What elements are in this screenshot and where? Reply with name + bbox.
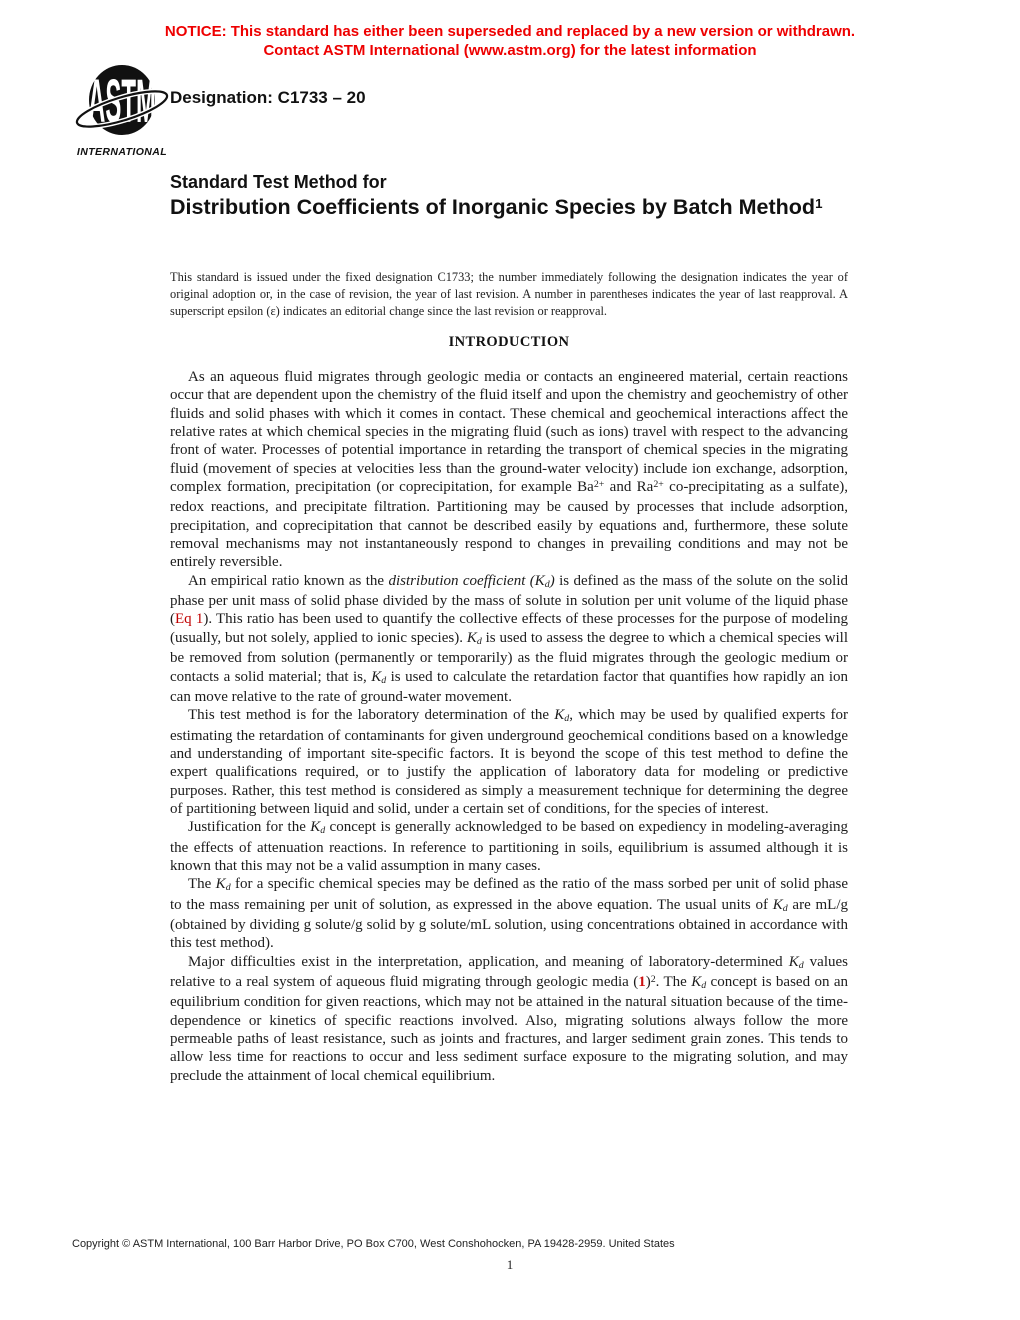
text-segment: K	[215, 876, 226, 893]
text-segment: K	[691, 974, 702, 990]
text-segment: d	[381, 674, 387, 686]
text-segment: As an aqueous fluid migrates through geologic media or contacts an engineered material, certain reactions occur that are dependent upon the chemistry of the fluid itself and upon the chemistry and geochemistry of other fluids and solid phases with which it comes in contact. These chemical and geochemical interactions affect the relative rates at which chemical species in the migrating fluid (such as ions) travel with respect to the advancing front of water. Processes of potential importance in retarding the transport of chemical species in the migrating fluid (movement of species at velocities less than the ground-water velocity) include ion exchange, adsorption, complex formation, precipitation (or coprecipitation, for example Ba	[170, 369, 848, 496]
text-segment: K	[371, 668, 382, 685]
title-prefix: Standard Test Method for	[170, 172, 387, 192]
copyright-line: Copyright © ASTM International, 100 Barr Harbor Drive, PO Box C700, West Conshohocken, PA 19428-2959. United States	[72, 1238, 675, 1250]
title-main: Distribution Coefficients of Inorganic Species by Batch Method$^1$	[170, 195, 823, 219]
page-number: 1	[506, 1257, 514, 1272]
text-segment: for a specific chemical species may be defined as the ratio of the mass sorbed per unit of solid phase to the mass remaining per unit of solution, as expressed in the above equation. The usual units of	[170, 876, 849, 913]
text-segment: K	[466, 629, 477, 646]
text-segment: d	[701, 980, 707, 992]
svg-text:ASTM: ASTM	[88, 66, 156, 135]
text-segment: 2+	[593, 478, 605, 490]
intro-paragraph-2	[170, 572, 848, 706]
text-segment: values relative to a real system of aqueous fluid migrating through geologic media (	[170, 953, 848, 990]
text-segment: co-precipitating as a sulfate), redox reactions, and precipitate filtration. Partitioning may be caused by processes that include adsorption, precipitation, and coprecipitation that cannot be described easily by equations and, furthermore, these solute removal mechanisms may not instantaneously respond to changes in prevailing conditions and may not be entirely reversible.	[170, 479, 848, 571]
introduction-heading: INTRODUCTION	[448, 334, 570, 350]
intro-paragraph-4	[170, 818, 848, 875]
text-segment: concept is generally acknowledged to be based on expediency in modeling-averaging the effects of attenuation reactions. In reference to partitioning in soils, equilibrium is assumed although it is known that this may not be a valid assumption in many cases.	[170, 819, 848, 874]
intro-paragraph-5	[170, 875, 848, 952]
text-segment: d	[476, 635, 482, 647]
text-segment: This test method is for the laboratory determination of the	[188, 707, 555, 724]
text-segment: ). This ratio has been used to quantify the collective effects of these processes for the purpose of modeling (usually, but not solely, applied to ionic species).	[170, 611, 849, 646]
title-footnote-marker[interactable]: 1	[815, 196, 823, 212]
text-segment: are mL/g (obtained by dividing g solute/g solid by g solute/mL solution, using concentrations obtained in accordance with this test method).	[170, 896, 848, 952]
intro-paragraph-3	[170, 706, 848, 818]
astm-logo	[70, 62, 174, 158]
text-segment: K	[554, 707, 565, 724]
astm-globe-icon	[72, 62, 172, 144]
ref-1-link[interactable]: 1	[638, 974, 646, 990]
text-segment: An empirical ratio known as the	[188, 572, 389, 589]
text-segment: distribution coefficient (K	[388, 572, 545, 589]
text-segment: . The	[655, 974, 692, 990]
text-segment: is defined as the mass of the solute on the solid phase per unit mass of solid phase divided by the mass of solute in solution per unit volume of the liquid phase (	[170, 572, 848, 628]
issuance-note: This standard is issued under the fixed designation C1733; the number immediately following the designation indicates the year of original adoption or, in the case of revision, the year of last revision. A number in parentheses indicates the year of last reapproval. A superscript epsilon (ε) indicates an editorial change since the last revision or reapproval.	[170, 270, 848, 318]
text-segment: Major difficulties exist in the interpretation, application, and meaning of laboratory-determined	[188, 953, 789, 970]
text-segment: d	[320, 825, 326, 837]
text-segment: K	[788, 953, 799, 970]
text-segment: , which may be used by qualified experts for estimating the retardation of contaminants for given underground geochemical conditions based on a knowledge and understanding of important site-specific factors. It is beyond the scope of this test method to define the expert qualifications required, or to justify the application of laboratory data for modeling or predictive purposes. Rather, this test method is considered as simply a measurement technique for determining the degree of partitioning between liquid and solid, under a certain set of conditions, for the species of interest.	[170, 707, 848, 817]
text-segment: d	[225, 882, 231, 894]
text-segment: Justification for the	[188, 819, 311, 836]
text-segment: d	[544, 578, 550, 590]
text-segment: K	[310, 819, 321, 836]
text-segment: is used to assess the degree to which a chemical species will be removed from solution (permanently or temporarily) as the fluid migrates through the geologic medium or contacts a solid material; that is,	[170, 629, 848, 685]
designation: Designation: C1733 – 20	[170, 88, 366, 107]
notice-line-1: NOTICE: This standard has either been superseded and replaced by a new version or withdrawn.	[164, 23, 856, 40]
text-segment: 2+	[653, 478, 664, 490]
introduction-body	[170, 368, 848, 1085]
eq-1-link[interactable]: Eq 1	[175, 611, 204, 628]
text-segment: d	[798, 959, 804, 971]
astm-international-label: INTERNATIONAL	[76, 146, 168, 158]
notice-line-2: Contact ASTM International (www.astm.org) for the latest information	[263, 42, 757, 59]
text-segment: The	[188, 876, 216, 893]
text-segment: K	[772, 896, 783, 913]
text-segment: )	[645, 974, 651, 990]
text-segment: and Ra	[604, 479, 654, 496]
text-segment: )	[549, 572, 555, 589]
intro-paragraph-1	[170, 368, 848, 572]
text-segment: is used to calculate the retardation factor that quantifies how rapidly an ion can move relative to the rate of ground-water movement.	[170, 668, 848, 705]
text-segment: d	[564, 713, 570, 725]
intro-paragraph-6	[170, 953, 848, 1085]
text-segment: d	[782, 902, 788, 914]
text-segment: concept is based on an equilibrium condition for given reactions, which may not be attained in the natural situation because of the time-dependence or kinetics of specific reactions involved. Also, migrating solutions always follow the more permeable paths of least resistance, such as joints and fractures, and larger sediment grain zones. This tends to allow less time for reactions to occur and less sediment surface exposure to the migrating solution, and may preclude the attainment of local chemical equilibrium.	[170, 974, 848, 1084]
text-segment: 2	[650, 973, 656, 985]
superseded-notice	[0, 22, 1020, 60]
document-title	[170, 170, 842, 224]
